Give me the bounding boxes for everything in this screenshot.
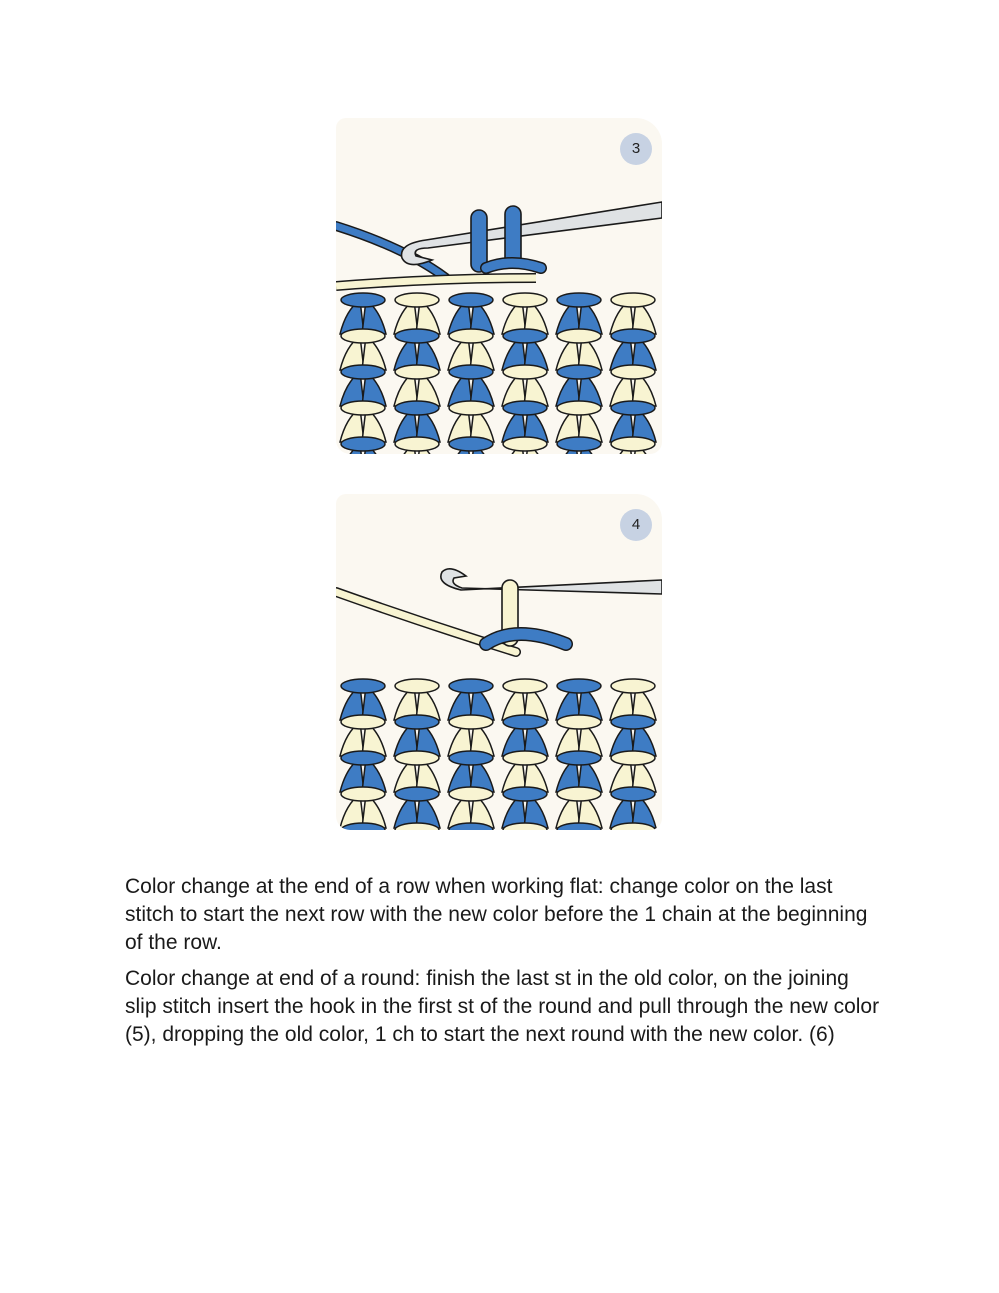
- stitch: [556, 437, 602, 454]
- stitch-fabric: [340, 293, 656, 454]
- instruction-paragraph: Color change at the end of a row when working flat: change color on the last stitch to start the next row with the new color before the 1 chain at the beginning of the row.: [125, 875, 868, 954]
- hook-loops: [471, 206, 541, 272]
- stitch: [394, 401, 440, 442]
- illustration-step-4: [336, 494, 662, 830]
- stitch: [340, 293, 386, 334]
- stitch: [610, 329, 656, 370]
- stitch: [610, 787, 656, 828]
- stitch: [502, 787, 548, 828]
- stitch: [610, 365, 656, 406]
- stitch: [610, 437, 656, 454]
- stitch: [340, 787, 386, 828]
- stitch: [556, 679, 602, 720]
- stitch: [448, 365, 494, 406]
- stitch: [502, 401, 548, 442]
- stitch: [394, 715, 440, 756]
- stitch: [394, 751, 440, 792]
- stitch: [556, 365, 602, 406]
- stitch: [394, 437, 440, 454]
- stitch: [394, 787, 440, 828]
- illustration-step-3: [336, 118, 662, 454]
- stitch: [448, 715, 494, 756]
- stitch: [340, 679, 386, 720]
- stitch: [502, 679, 548, 720]
- stitch: [502, 715, 548, 756]
- crochet-illustration-4: [336, 494, 662, 830]
- stitch: [340, 715, 386, 756]
- crochet-illustration-3: [336, 118, 662, 454]
- stitch: [556, 751, 602, 792]
- stitch: [610, 401, 656, 442]
- stitch: [394, 293, 440, 334]
- step-number-badge: 4: [620, 509, 652, 541]
- stitch: [448, 293, 494, 334]
- stitch: [394, 679, 440, 720]
- stitch: [448, 329, 494, 370]
- stitch: [556, 787, 602, 828]
- stitch: [340, 329, 386, 370]
- stitch: [556, 329, 602, 370]
- step-number-badge: 3: [620, 133, 652, 165]
- stitch: [556, 401, 602, 442]
- stitch: [610, 715, 656, 756]
- stitch: [448, 437, 494, 454]
- stitch: [610, 679, 656, 720]
- stitch: [610, 293, 656, 334]
- crochet-hook-icon: [441, 569, 662, 594]
- stitch: [502, 437, 548, 454]
- stitch: [502, 329, 548, 370]
- stitch: [394, 329, 440, 370]
- stitch: [448, 751, 494, 792]
- stitch: [448, 401, 494, 442]
- stitch: [448, 787, 494, 828]
- stitch: [340, 437, 386, 454]
- stitch: [502, 365, 548, 406]
- crochet-hook-icon: [402, 202, 663, 265]
- stitch: [448, 679, 494, 720]
- instruction-paragraph: Color change at end of a round: finish the last st in the old color, on the joining slip stitch insert the hook in the first st of the round and pull through the new color (5), dropping the old color, 1 ch to start the next round with the new color. (6): [125, 967, 880, 1046]
- stitch: [340, 751, 386, 792]
- stitch: [556, 293, 602, 334]
- stitch: [610, 751, 656, 792]
- stitch: [502, 751, 548, 792]
- stitch: [394, 365, 440, 406]
- stitch: [556, 715, 602, 756]
- stitch: [502, 293, 548, 334]
- stitch: [340, 365, 386, 406]
- stitch-fabric: [340, 679, 656, 830]
- stitch: [340, 401, 386, 442]
